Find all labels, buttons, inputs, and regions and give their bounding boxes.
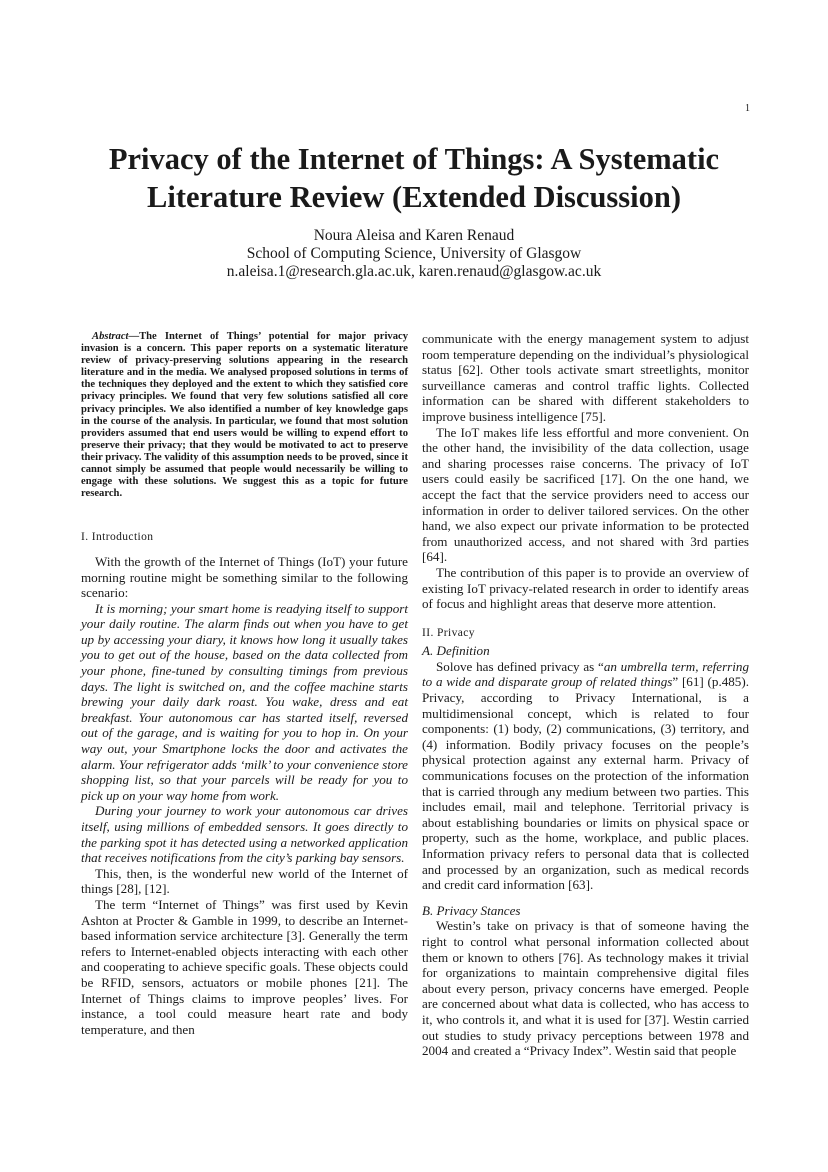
- definition-post: ” [61] (p.485). Privacy, according to Privacy International, is a multidimensional concept, which is related to four components: (1) body, (2) communications, (3) territory, and (4) information. Bodily privacy focuses on the people’s physical protection against any external harm. Privacy of communications focuses on the protection of the information that is carried through any medium between two parties. This includes email, mail and telephone. Territorial privacy is about establishing boundaries or limits on physical space or property, such as the home, workplace, and public places. Information privacy refers to personal data that is collected and processed by an organization, such as medical records and credit card information [63].: [422, 674, 749, 893]
- affiliation: School of Computing Science, University of Glasgow: [246, 245, 582, 262]
- authors: Noura Aleisa and Karen Renaud: [313, 227, 515, 244]
- intro-heading: I. Introduction: [81, 531, 154, 544]
- definition-paragraph: [422, 659, 749, 893]
- author-emails: n.aleisa.1@research.gla.ac.uk, karen.renaud@glasgow.ac.uk: [226, 263, 602, 280]
- privacy-heading: II. Privacy: [422, 626, 475, 639]
- left-column: [81, 331, 408, 1037]
- paper-title: Privacy of the Internet of Things: A Systematic Literature Review (Extended Discussion): [108, 142, 720, 214]
- right-column: [422, 331, 749, 1059]
- intro-paragraph-1: With the growth of the Internet of Things (IoT) your future morning routine might be something similar to the following scenario:: [81, 553, 408, 601]
- intro-paragraph-4: This, then, is the wonderful new world of the Internet of things [28], [12].: [81, 865, 408, 897]
- right-paragraph-2: The IoT makes life less effortful and more convenient. On the other hand, the invisibility of the data collection, usage and sharing processes raise concerns. The privacy of IoT users could easily be sacrificed [17]. On the one hand, we accept the fact that the service providers need to access our information in order to deliver tailored services. On the other hand, we also expect our private information to be protected from unauthorized access, and not shared with 3rd parties [64].: [422, 424, 749, 565]
- definition-pre: Solove has defined privacy as “: [436, 658, 604, 674]
- right-paragraph-1: communicate with the energy management system to adjust room temperature depending on the individual’s physiological status [62]. Other tools activate smart streetlights, monitor surveillance cameras and control traffic lights. Collected information can be shared with different stakeholders to improve business intelligence [75].: [422, 331, 749, 424]
- abstract-label: Abstract: [92, 331, 129, 342]
- abstract-text: —The Internet of Things’ potential for major privacy invasion is a concern. This paper reports on a systematic literature review of privacy-preserving solutions appearing in the research literature and in the media. We analysed proposed solutions in terms of the techniques they deployed and the extent to which they satisfied core privacy principles. We found that very few solutions satisfied all core privacy principles. We also identified a number of key knowledge gaps in the course of the analysis. In particular, we found that most solution providers assumed that end users would be willing to expend effort to preserve their privacy; that they would be motivated to act to preserve their privacy. The validity of this assumption needs to be proved, since it cannot simply be assumed that people would necessarily be willing to engage with these solutions. We suggest this as a topic for future research.: [81, 331, 408, 500]
- definition-quote: an umbrella term, referring to a wide and disparate group of related things: [422, 658, 750, 690]
- abstract: [81, 331, 408, 500]
- intro-scenario-1: It is morning; your smart home is readying itself to support your daily routine. The alarm finds out when you have to get up by accessing your diary, it knows how long it usually takes you to get out of the house, based on the data collected from your phone, fine-tuned by consulting timings from previous days. The light is switched on, and the coffee machine starts brewing your daily dark roast. You wake, dress and eat breakfast. Your autonomous car has started itself, reversed out of the garage, and is waiting for you to hop in. On your way out, your Smartphone locks the door and activates the alarm. Your refrigerator adds ‘milk’ to your convenience store shopping list, so that your parcels will be ready for you to pick up on your way home from work.: [81, 600, 408, 803]
- subsection-definition: A. Definition: [422, 643, 490, 659]
- subsection-privacy-stances: B. Privacy Stances: [422, 902, 521, 918]
- page-number: 1: [745, 103, 750, 114]
- right-paragraph-3: The contribution of this paper is to provide an overview of existing IoT privacy-related research in order to identify areas of focus and highlight areas that deserve more attention.: [422, 564, 749, 612]
- intro-paragraph-5: The term “Internet of Things” was first used by Kevin Ashton at Procter & Gamble in 1999, to describe an Internet-based information service architecture [3]. Generally the term refers to Internet-enabled objects interacting with each other and cooperating to achieve specific goals. These objects could be RFID, sensors, actuators or mobile phones [21]. The Internet of Things claims to improve peoples’ lives. For instance, a tool could measure heart rate and body temperature, and then: [81, 896, 408, 1037]
- stances-paragraph: Westin’s take on privacy is that of someone having the right to control what personal information collected about them or known to others [76]. As technology makes it trivial for organizations to maintain comprehensive digital files about every person, privacy concerns have emerged. People are concerned about what data is collected, who has access to it, who controls it, and what it is used for [37]. Westin carried out studies to study privacy perceptions between 1978 and 2004 and created a “Privacy Index”. Westin said that people: [422, 918, 749, 1059]
- intro-scenario-2: During your journey to work your autonomous car drives itself, using millions of embedded sensors. It goes directly to the parking spot it has detected using a networked application that receives notifications from the city’s parking bay sensors.: [81, 803, 408, 866]
